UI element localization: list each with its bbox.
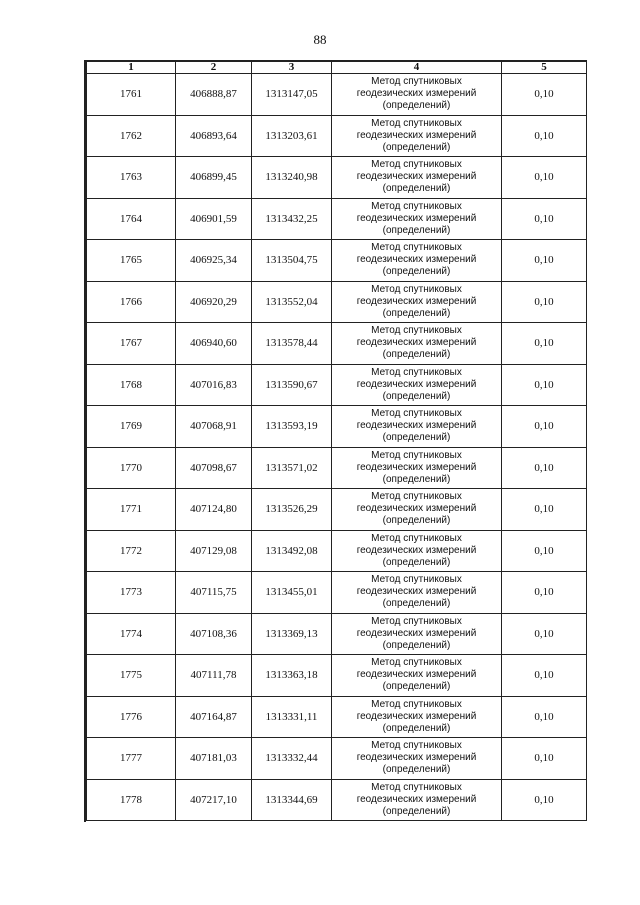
method-text-line: геодезических измерений <box>356 586 477 598</box>
x-coordinate-cell: 406920,29 <box>176 281 252 323</box>
method-cell <box>332 447 502 489</box>
accuracy-cell: 0,10 <box>502 779 587 821</box>
accuracy-cell: 0,10 <box>502 696 587 738</box>
x-coordinate-cell: 406925,34 <box>176 240 252 282</box>
point-number-cell: 1774 <box>87 613 176 655</box>
method-text-line: геодезических измерений <box>356 793 477 805</box>
method-cell <box>332 281 502 323</box>
method-text-line: (определений) <box>382 722 451 734</box>
table-row <box>87 530 587 572</box>
method-text-line: Метод спутниковых <box>371 242 462 254</box>
table-row <box>87 696 587 738</box>
point-number-cell: 1762 <box>87 115 176 157</box>
table-row <box>87 406 587 448</box>
method-text-line: (определений) <box>382 307 451 319</box>
y-coordinate-cell: 1313369,13 <box>252 613 332 655</box>
accuracy-cell: 0,10 <box>502 489 587 531</box>
table-row <box>87 364 587 406</box>
x-coordinate-cell: 407098,67 <box>176 447 252 489</box>
method-text-line: геодезических измерений <box>356 752 477 764</box>
point-number-cell: 1777 <box>87 738 176 780</box>
accuracy-cell: 0,10 <box>502 613 587 655</box>
column-header-5: 5 <box>502 61 587 74</box>
method-text-line: геодезических измерений <box>356 129 477 141</box>
method-text-line: (определений) <box>382 473 451 485</box>
point-number-cell: 1773 <box>87 572 176 614</box>
accuracy-cell: 0,10 <box>502 281 587 323</box>
method-cell <box>332 530 502 572</box>
y-coordinate-cell: 1313552,04 <box>252 281 332 323</box>
method-text-line: Метод спутниковых <box>371 159 462 171</box>
method-cell <box>332 74 502 116</box>
method-text-line: (определений) <box>382 224 451 236</box>
table-row <box>87 489 587 531</box>
point-number-cell: 1765 <box>87 240 176 282</box>
method-cell <box>332 240 502 282</box>
point-number-cell: 1761 <box>87 74 176 116</box>
method-text-line: Метод спутниковых <box>371 283 462 295</box>
method-cell <box>332 406 502 448</box>
method-text-line: (определений) <box>382 432 451 444</box>
point-number-cell: 1766 <box>87 281 176 323</box>
method-text-line: геодезических измерений <box>356 461 477 473</box>
point-number-cell: 1776 <box>87 696 176 738</box>
x-coordinate-cell: 407108,36 <box>176 613 252 655</box>
method-text-line: Метод спутниковых <box>371 532 462 544</box>
point-number-cell: 1764 <box>87 198 176 240</box>
y-coordinate-cell: 1313331,11 <box>252 696 332 738</box>
y-coordinate-cell: 1313526,29 <box>252 489 332 531</box>
method-cell <box>332 738 502 780</box>
accuracy-cell: 0,10 <box>502 364 587 406</box>
accuracy-cell: 0,10 <box>502 74 587 116</box>
y-coordinate-cell: 1313363,18 <box>252 655 332 697</box>
table-row <box>87 613 587 655</box>
x-coordinate-cell: 407115,75 <box>176 572 252 614</box>
method-text-line: (определений) <box>382 183 451 195</box>
method-text-line: Метод спутниковых <box>371 117 462 129</box>
accuracy-cell: 0,10 <box>502 157 587 199</box>
table-row <box>87 447 587 489</box>
accuracy-cell: 0,10 <box>502 406 587 448</box>
x-coordinate-cell: 406901,59 <box>176 198 252 240</box>
method-cell <box>332 489 502 531</box>
point-number-cell: 1770 <box>87 447 176 489</box>
method-text-line: Метод спутниковых <box>371 200 462 212</box>
method-text-line: (определений) <box>382 764 451 776</box>
y-coordinate-cell: 1313147,05 <box>252 74 332 116</box>
x-coordinate-cell: 406899,45 <box>176 157 252 199</box>
method-text-line: геодезических измерений <box>356 337 477 349</box>
table-row <box>87 74 587 116</box>
column-header-4: 4 <box>332 61 502 74</box>
method-cell <box>332 696 502 738</box>
x-coordinate-cell: 407068,91 <box>176 406 252 448</box>
column-header-1: 1 <box>87 61 176 74</box>
point-number-cell: 1767 <box>87 323 176 365</box>
method-cell <box>332 655 502 697</box>
x-coordinate-cell: 407129,08 <box>176 530 252 572</box>
table-header-row <box>87 61 587 74</box>
method-text-line: геодезических измерений <box>356 212 477 224</box>
method-text-line: Метод спутниковых <box>371 574 462 586</box>
method-cell <box>332 115 502 157</box>
table-row <box>87 323 587 365</box>
method-text-line: (определений) <box>382 390 451 402</box>
column-header-3: 3 <box>252 61 332 74</box>
accuracy-cell: 0,10 <box>502 530 587 572</box>
y-coordinate-cell: 1313240,98 <box>252 157 332 199</box>
point-number-cell: 1771 <box>87 489 176 531</box>
table-row <box>87 655 587 697</box>
method-cell <box>332 779 502 821</box>
method-text-line: геодезических измерений <box>356 544 477 556</box>
x-coordinate-cell: 406940,60 <box>176 323 252 365</box>
accuracy-cell: 0,10 <box>502 323 587 365</box>
method-text-line: геодезических измерений <box>356 88 477 100</box>
method-text-line: геодезических измерений <box>356 669 477 681</box>
accuracy-cell: 0,10 <box>502 240 587 282</box>
method-text-line: Метод спутниковых <box>371 781 462 793</box>
table-row <box>87 738 587 780</box>
x-coordinate-cell: 407111,78 <box>176 655 252 697</box>
column-header-2: 2 <box>176 61 252 74</box>
method-text-line: геодезических измерений <box>356 378 477 390</box>
accuracy-cell: 0,10 <box>502 447 587 489</box>
table-row <box>87 572 587 614</box>
point-number-cell: 1778 <box>87 779 176 821</box>
method-cell <box>332 364 502 406</box>
method-text-line: геодезических измерений <box>356 710 477 722</box>
method-text-line: (определений) <box>382 556 451 568</box>
accuracy-cell: 0,10 <box>502 655 587 697</box>
method-cell <box>332 198 502 240</box>
accuracy-cell: 0,10 <box>502 572 587 614</box>
method-text-line: геодезических измерений <box>356 171 477 183</box>
x-coordinate-cell: 407124,80 <box>176 489 252 531</box>
table-row <box>87 157 587 199</box>
y-coordinate-cell: 1313571,02 <box>252 447 332 489</box>
x-coordinate-cell: 407016,83 <box>176 364 252 406</box>
table-row <box>87 281 587 323</box>
point-number-cell: 1769 <box>87 406 176 448</box>
y-coordinate-cell: 1313492,08 <box>252 530 332 572</box>
table-row <box>87 198 587 240</box>
method-text-line: геодезических измерений <box>356 295 477 307</box>
table-row <box>87 115 587 157</box>
point-number-cell: 1763 <box>87 157 176 199</box>
y-coordinate-cell: 1313203,61 <box>252 115 332 157</box>
method-text-line: геодезических измерений <box>356 254 477 266</box>
point-number-cell: 1775 <box>87 655 176 697</box>
point-number-cell: 1768 <box>87 364 176 406</box>
method-text-line: (определений) <box>382 515 451 527</box>
accuracy-cell: 0,10 <box>502 115 587 157</box>
table-row <box>87 779 587 821</box>
method-text-line: (определений) <box>382 598 451 610</box>
method-text-line: геодезических измерений <box>356 627 477 639</box>
method-text-line: Метод спутниковых <box>371 408 462 420</box>
method-text-line: Метод спутниковых <box>371 698 462 710</box>
x-coordinate-cell: 407217,10 <box>176 779 252 821</box>
table-row <box>87 240 587 282</box>
y-coordinate-cell: 1313504,75 <box>252 240 332 282</box>
y-coordinate-cell: 1313332,44 <box>252 738 332 780</box>
method-text-line: (определений) <box>382 141 451 153</box>
method-text-line: Метод спутниковых <box>371 657 462 669</box>
accuracy-cell: 0,10 <box>502 198 587 240</box>
method-cell <box>332 323 502 365</box>
y-coordinate-cell: 1313344,69 <box>252 779 332 821</box>
x-coordinate-cell: 407181,03 <box>176 738 252 780</box>
method-text-line: (определений) <box>382 639 451 651</box>
method-text-line: Метод спутниковых <box>371 740 462 752</box>
method-text-line: Метод спутниковых <box>371 449 462 461</box>
y-coordinate-cell: 1313593,19 <box>252 406 332 448</box>
x-coordinate-cell: 407164,87 <box>176 696 252 738</box>
method-text-line: Метод спутниковых <box>371 491 462 503</box>
page-number: 88 <box>313 32 327 47</box>
x-coordinate-cell: 406893,64 <box>176 115 252 157</box>
method-text-line: Метод спутниковых <box>371 76 462 88</box>
method-text-line: (определений) <box>382 266 451 278</box>
coordinates-table <box>86 60 587 821</box>
method-text-line: Метод спутниковых <box>371 366 462 378</box>
method-text-line: Метод спутниковых <box>371 325 462 337</box>
method-cell <box>332 613 502 655</box>
method-text-line: (определений) <box>382 100 451 112</box>
y-coordinate-cell: 1313590,67 <box>252 364 332 406</box>
method-text-line: геодезических измерений <box>356 420 477 432</box>
method-cell <box>332 572 502 614</box>
method-cell <box>332 157 502 199</box>
y-coordinate-cell: 1313578,44 <box>252 323 332 365</box>
point-number-cell: 1772 <box>87 530 176 572</box>
y-coordinate-cell: 1313455,01 <box>252 572 332 614</box>
method-text-line: (определений) <box>382 805 451 817</box>
accuracy-cell: 0,10 <box>502 738 587 780</box>
method-text-line: геодезических измерений <box>356 503 477 515</box>
y-coordinate-cell: 1313432,25 <box>252 198 332 240</box>
method-text-line: (определений) <box>382 349 451 361</box>
method-text-line: (определений) <box>382 681 451 693</box>
method-text-line: Метод спутниковых <box>371 615 462 627</box>
x-coordinate-cell: 406888,87 <box>176 74 252 116</box>
